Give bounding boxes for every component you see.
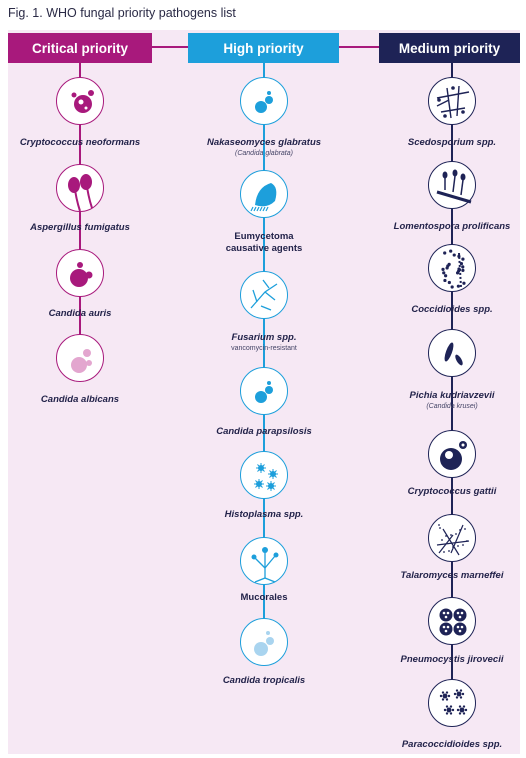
pathogen-note: (Candida glabrata): [235, 150, 293, 157]
pathogen-node: [240, 77, 288, 125]
pathogen-node: [428, 597, 476, 645]
aspergillus-icon: [57, 165, 105, 213]
yeast-cells-icon: [241, 368, 289, 416]
pathogen-name: Nakaseomyces glabratus: [206, 137, 322, 148]
pathogen-name: Cryptococcus gattii: [407, 486, 497, 497]
elongated-yeast-icon: [429, 330, 477, 378]
pathogen-name: Fusarium spp.: [231, 332, 297, 343]
capsule-yeast-icon: [429, 431, 477, 479]
spherules-icon: [429, 245, 477, 293]
pathogen-name: Coccidioides spp.: [411, 304, 493, 315]
pathogen-node: [428, 329, 476, 377]
grain-icon: [241, 171, 289, 219]
pathogen-name: Aspergillus fumigatus: [30, 222, 130, 233]
candida-light-icon: [57, 335, 105, 383]
pathogen-node: [56, 77, 104, 125]
pathogen-node: [428, 161, 476, 209]
pathogen-name: Candida tropicalis: [222, 675, 306, 686]
pathogen-name: Pichia kudriavzevii: [409, 390, 495, 401]
pathogen-name: Lomentospora prolificans: [393, 221, 511, 232]
cysts-icon: [429, 598, 477, 646]
pathogen-name: Cryptococcus neoformans: [19, 137, 141, 148]
pathogen-name: Scedosporium spp.: [407, 137, 497, 148]
pathogen-node: [240, 537, 288, 585]
mold-icon: [429, 515, 477, 563]
header-medium-priority: Medium priority: [379, 33, 520, 63]
branching-hyphae-icon: [429, 78, 477, 126]
pathogen-node: [428, 514, 476, 562]
header-critical-priority: Critical priority: [8, 33, 152, 63]
pathogen-node: [428, 77, 476, 125]
yeast-cells-icon: [241, 78, 289, 126]
pathogen-name: Candida albicans: [40, 394, 120, 405]
connector-critical-high: [152, 46, 188, 48]
pathogen-node: [240, 618, 288, 666]
pathogen-name: Talaromyces marneffei: [400, 570, 504, 581]
pathogen-name: Pneumocystis jirovecii: [400, 654, 504, 665]
pathogen-note: vancomycin-resistant: [231, 345, 297, 352]
cryptococcus-icon: [57, 78, 105, 126]
conidiophores-icon: [429, 162, 477, 210]
pathogen-name: Paracoccidioides spp.: [401, 739, 503, 750]
connector-high-medium: [339, 46, 379, 48]
pathogen-node: [56, 249, 104, 297]
hyphae-icon: [241, 272, 289, 320]
pathogen-node: [428, 244, 476, 292]
pilot-wheel-icon: [429, 680, 477, 728]
spiky-spores-icon: [241, 452, 289, 500]
pathogen-node: [428, 430, 476, 478]
pathogen-node: [240, 170, 288, 218]
yeast-cells-light-icon: [241, 619, 289, 667]
pathogen-name: Histoplasma spp.: [224, 509, 304, 520]
pathogen-name: Mucorales: [240, 592, 288, 603]
pathogen-node: [240, 367, 288, 415]
candida-icon: [57, 250, 105, 298]
pathogen-node: [428, 679, 476, 727]
figure-title: Fig. 1. WHO fungal priority pathogens list: [8, 6, 236, 20]
pathogen-node: [56, 164, 104, 212]
pathogen-name: Candida auris: [48, 308, 112, 319]
pathogen-node: [240, 451, 288, 499]
pathogen-note: (Candida krusei): [426, 403, 478, 410]
pathogen-name: Candida parapsilosis: [216, 426, 312, 437]
pathogen-name: Eumycetoma causative agents: [225, 231, 303, 254]
pathogen-node: [56, 334, 104, 382]
pathogen-node: [240, 271, 288, 319]
header-high-priority: High priority: [188, 33, 339, 63]
sporangia-icon: [241, 538, 289, 586]
